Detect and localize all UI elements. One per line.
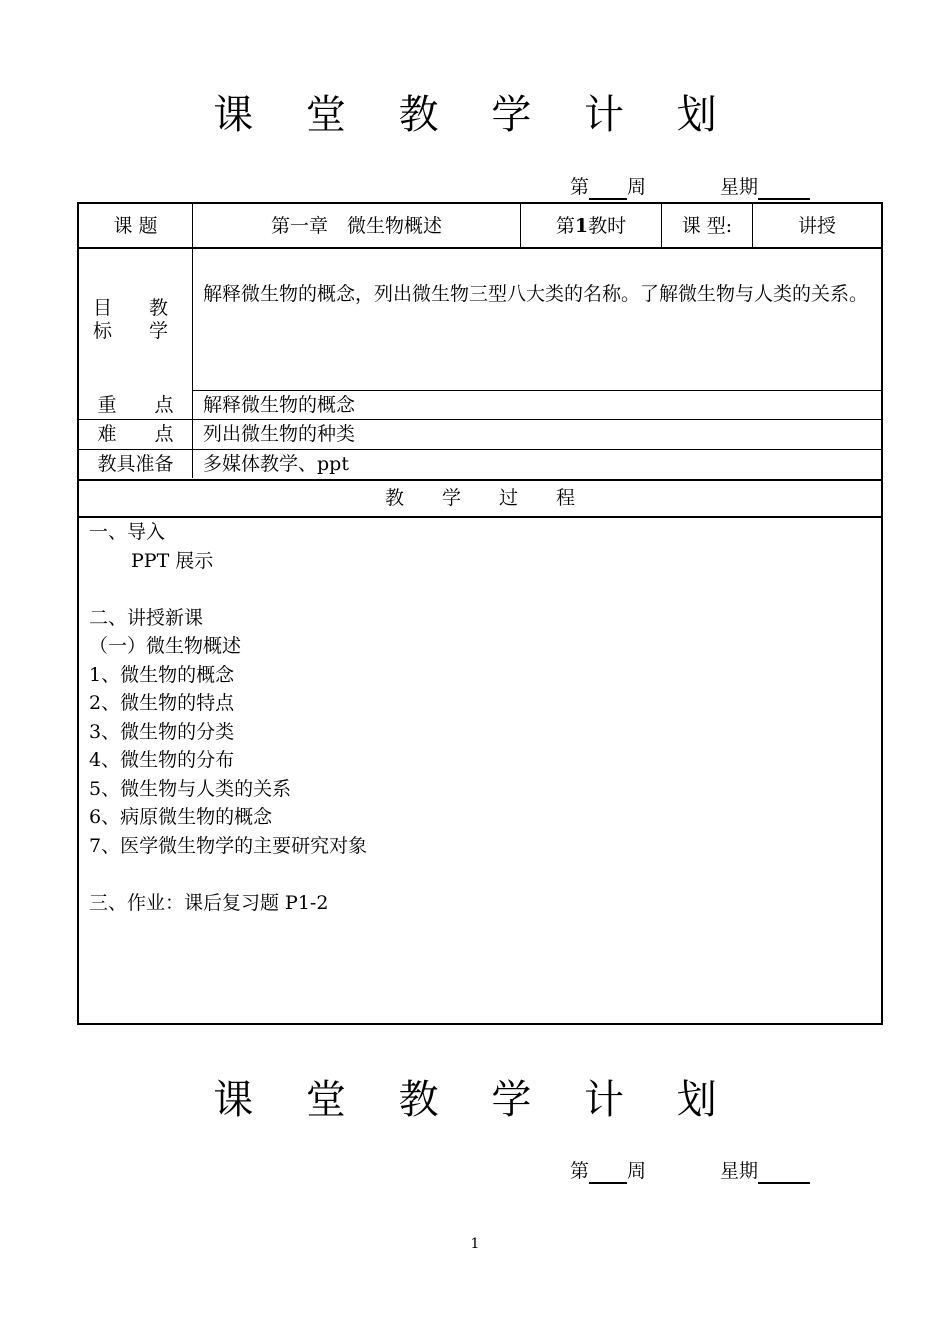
process-line: 6、病原微生物的概念 [89,806,273,828]
period-number: 1 [574,215,589,237]
page-title: 课 堂 教 学 计 划 [213,92,737,138]
type-value: 讲授 [797,215,836,237]
difficult-point-label: 难 点 [97,423,174,445]
process-line: 二、讲授新课 [89,606,204,629]
process-line: PPT 展示 [131,549,214,572]
period-suffix: 教时 [588,215,627,237]
topic-value: 第一章 微生物概述 [270,215,442,237]
process-line: 7、医学微生物学的主要研究对象 [89,834,368,857]
week-blank [589,178,627,200]
goals-label-col1: 目 标 [93,297,113,342]
week-line [570,174,810,200]
weekday-blank [758,178,810,200]
process-line: 一、导入 [89,521,166,543]
process-line: 三、作业：课后复习题 P1-2 [89,891,329,914]
period-prefix: 第 [555,215,575,237]
type-label: 课 型: [681,215,733,237]
process-line [89,575,367,604]
topic-label: 课 题 [113,215,158,237]
process-body [89,518,367,917]
process-line: 1、微生物的概念 [89,663,235,686]
process-heading: 教 学 过 程 [384,487,575,509]
goals-label-col2: 教 学 [149,297,169,342]
process-line: 3、微生物的分类 [89,720,235,743]
key-point-label: 重 点 [97,394,174,416]
process-line [89,860,367,889]
week-prefix: 第 [570,1160,590,1182]
weekday-blank [758,1162,810,1184]
key-point-value: 解释微生物的概念 [203,394,356,416]
week-blank [589,1162,627,1184]
process-line: 2、微生物的特点 [89,692,235,714]
difficult-point-value: 列出微生物的种类 [203,423,356,445]
process-line: （一）微生物概述 [89,635,242,657]
weekday-label: 星期 [720,176,759,198]
week-prefix: 第 [570,176,590,198]
week-suffix: 周 [627,176,647,198]
process-line: 5、微生物与人类的关系 [89,777,292,800]
materials-value: 多媒体教学、ppt [203,453,349,475]
period-cell [521,213,661,239]
page-number: 1 [470,1236,480,1252]
materials-label: 教具准备 [97,453,174,475]
page-title-2: 课 堂 教 学 计 划 [213,1077,737,1123]
lesson-plan-table [77,202,883,1025]
week-suffix: 周 [627,1160,647,1182]
process-line: 4、微生物的分布 [89,749,235,771]
goals-text: 解释微生物的概念，列出微生物三型八大类的名称。了解微生物与人类的关系。 [203,283,869,305]
weekday-label: 星期 [720,1160,759,1182]
week-line-2 [570,1158,810,1184]
